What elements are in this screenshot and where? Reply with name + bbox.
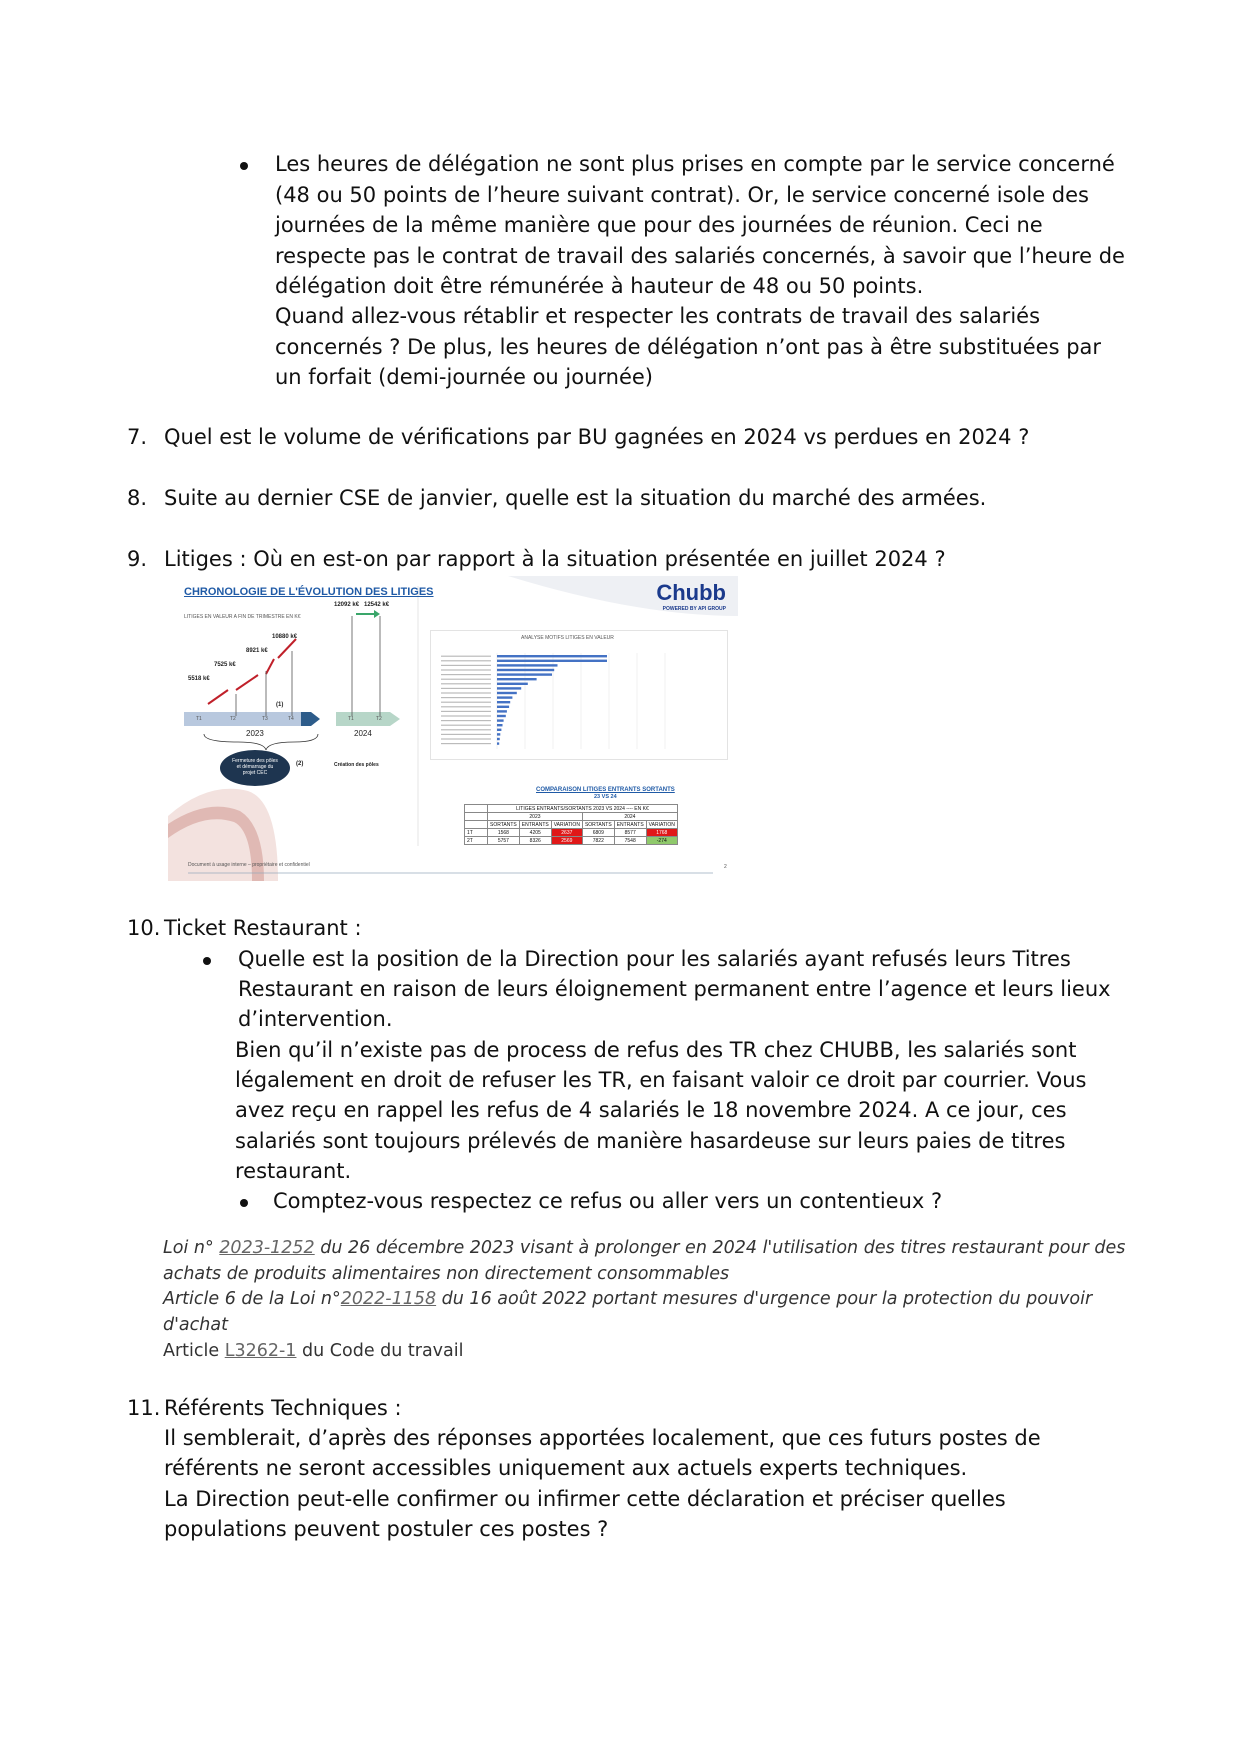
value-label: 5518 k€ <box>188 676 210 682</box>
table-cell: 6809 <box>582 829 614 837</box>
law-link[interactable]: L3262-1 <box>224 1341 297 1361</box>
table-cell: -274 <box>646 837 677 845</box>
table-row-label: 1T <box>465 829 488 837</box>
item-number-9: 9. <box>127 547 148 571</box>
law-text: du 16 août 2022 portant mesures d'urgence pour la protection du pouvoir <box>436 1289 1093 1309</box>
bullet-dot <box>240 162 248 170</box>
motif-label-placeholder <box>441 743 491 744</box>
quarter-label: T1 <box>348 716 354 722</box>
motif-label-placeholder <box>441 692 491 693</box>
quarter-label: T2 <box>230 716 236 722</box>
text-line: Bien qu’il n’existe pas de process de refus des TR chez CHUBB, les salariés sont <box>235 1038 1077 1062</box>
law-text: Article <box>163 1341 225 1361</box>
table-header: ENTRANTS <box>519 821 551 829</box>
law-reference-2b: d'achat <box>163 1315 228 1335</box>
law-text: Loi n° <box>163 1238 220 1258</box>
table-cell: 1768 <box>646 829 677 837</box>
slide-page-number: 2 <box>724 864 727 870</box>
table-title: COMPARAISON LITIGES ENTRANTS SORTANTS <box>536 787 675 793</box>
table-cell: 1568 <box>488 829 520 837</box>
text-line: avez reçu en rappel les refus de 4 salariés le 18 novembre 2024. A ce jour, ces <box>235 1098 1067 1122</box>
quarter-label: T4 <box>288 716 294 722</box>
law-text: du Code du travail <box>296 1341 464 1361</box>
chubb-logo: Chubb <box>656 580 726 605</box>
question-9: Litiges : Où en est-on par rapport à la situation présentée en juillet 2024 ? <box>164 547 946 571</box>
marker-label: (2) <box>296 761 304 767</box>
item-number-8: 8. <box>127 486 148 510</box>
value-label: 12092 k€ <box>334 602 360 608</box>
table-cell: 7822 <box>582 837 614 845</box>
motif-label-placeholder <box>441 674 491 675</box>
text-line: légalement en droit de refuser les TR, en faisant valoir ce droit par courrier. Vous <box>235 1068 1087 1092</box>
comparison-table <box>464 804 678 845</box>
item-number-7: 7. <box>127 425 148 449</box>
table-header: ENTRANTS <box>614 821 646 829</box>
text-line: salariés sont toujours prélevés de manière hasardeuse sur leurs paies de titres <box>235 1129 1066 1153</box>
motif-bar <box>497 669 554 671</box>
motif-label-placeholder <box>441 729 491 730</box>
motif-label-placeholder <box>441 706 491 707</box>
motif-bar <box>497 738 500 740</box>
slide-title: CHRONOLOGIE DE L'ÉVOLUTION DES LITIGES <box>184 586 434 598</box>
motif-bar <box>497 655 607 657</box>
table-header: SORTANTS <box>582 821 614 829</box>
text-line: journées de la même manière que pour des journées de réunion. Ceci ne <box>275 213 1043 237</box>
table-cell <box>465 805 488 813</box>
table-caption: LITIGES ENTRANTS/SORTANTS 2023 VS 2024 ---- EN K€ <box>488 805 678 813</box>
law-reference-1 <box>163 1235 1125 1261</box>
motif-bar <box>497 664 558 666</box>
text-line: Comptez-vous respectez ce refus ou aller vers un contentieux ? <box>273 1189 943 1213</box>
law-text: du 26 décembre 2023 visant à prolonger en 2024 l'utilisation des titres restaurant pour des <box>314 1238 1126 1258</box>
value-label: 7525 k€ <box>214 662 236 668</box>
motif-bar <box>497 692 517 694</box>
value-label: 12542 k€ <box>364 602 390 608</box>
motif-bar <box>497 715 506 717</box>
value-label: 8921 k€ <box>246 648 268 654</box>
table-cell: 7548 <box>614 837 646 845</box>
text-line: Quelle est la position de la Direction pour les salariés ayant refusés leurs Titres <box>238 947 1071 971</box>
question-11-title: Référents Techniques : <box>164 1396 402 1420</box>
table-cell: 2637 <box>551 829 582 837</box>
poles-label: Création des pôles <box>334 762 379 768</box>
table-year: 2024 <box>582 813 677 821</box>
text-line: un forfait (demi-journée ou journée) <box>275 365 653 389</box>
law-link[interactable]: 2023-1252 <box>219 1238 315 1258</box>
chart-title: ANALYSE MOTIFS LITIGES EN VALEUR <box>521 635 614 641</box>
motif-bar <box>497 706 509 708</box>
motif-bar <box>497 696 512 698</box>
motif-label-placeholder <box>441 697 491 698</box>
item-number-11: 11. <box>127 1396 161 1420</box>
motif-bar <box>497 733 500 735</box>
motif-label-placeholder <box>441 720 491 721</box>
law-link[interactable]: 2022-1158 <box>340 1289 437 1309</box>
table-cell: 5757 <box>488 837 520 845</box>
table-cell <box>465 813 488 821</box>
text-line: restaurant. <box>235 1159 352 1183</box>
text-line: populations peuvent postuler ces postes ? <box>164 1517 609 1541</box>
text-line: La Direction peut-elle confirmer ou infirmer cette déclaration et préciser quelles <box>164 1487 1006 1511</box>
motif-label-placeholder <box>441 725 491 726</box>
motif-bar <box>497 724 503 726</box>
slide-subtitle: LITIGES EN VALEUR A FIN DE TRIMESTRE EN K€ <box>184 614 301 620</box>
text-line: référents ne seront accessibles uniquement aux actuels experts techniques. <box>164 1456 968 1480</box>
bullet-dot <box>240 1199 248 1207</box>
motif-bar <box>497 673 552 675</box>
text-line: délégation doit être rémunérée à hauteur de 48 ou 50 points. <box>275 274 924 298</box>
table-row-label: 2T <box>465 837 488 845</box>
bullet-dot <box>203 957 211 965</box>
question-10-title: Ticket Restaurant : <box>164 916 362 940</box>
motif-label-placeholder <box>441 656 491 657</box>
motif-bar <box>497 660 607 662</box>
table-cell: 2569 <box>551 837 582 845</box>
motif-label-placeholder <box>441 738 491 739</box>
text-line: concernés ? De plus, les heures de délégation n’ont pas à être substituées par <box>275 335 1102 359</box>
text-line: Il semblerait, d’après des réponses apportées localement, que ces futurs postes de <box>164 1426 1041 1450</box>
motif-bar <box>497 701 510 703</box>
table-header: SORTANTS <box>488 821 520 829</box>
motif-label-placeholder <box>441 660 491 661</box>
text-line: Restaurant en raison de leurs éloignement permanent entre l’agence et leurs lieux <box>238 977 1111 1001</box>
motif-bar <box>497 678 537 680</box>
quarter-label: T1 <box>196 716 202 722</box>
law-text: Article 6 de la Loi n° <box>163 1289 341 1309</box>
motif-bar <box>497 710 507 712</box>
motifs-chart <box>430 630 728 760</box>
motif-bar <box>497 729 501 731</box>
slide-footer: Document à usage interne – propriétaire et confidentiel <box>188 862 310 868</box>
item-number-10: 10. <box>127 916 161 940</box>
law-reference-2 <box>163 1286 1092 1312</box>
litiges-slide-image <box>168 576 738 881</box>
marker-label: (1) <box>276 702 284 708</box>
chubb-logo-sub: POWERED BY API GROUP <box>662 606 726 612</box>
law-reference-3 <box>163 1338 464 1364</box>
question-8: Suite au dernier CSE de janvier, quelle est la situation du marché des armées. <box>164 486 987 510</box>
quarter-label: T2 <box>376 716 382 722</box>
year-2024: 2024 <box>354 729 372 738</box>
table-cell: 8577 <box>614 829 646 837</box>
motif-bar <box>497 742 499 744</box>
motif-label-placeholder <box>441 679 491 680</box>
question-7: Quel est le volume de vérifications par BU gagnées en 2024 vs perdues en 2024 ? <box>164 425 1030 449</box>
motif-label-placeholder <box>441 669 491 670</box>
motif-label-placeholder <box>441 688 491 689</box>
motif-bar <box>497 683 528 685</box>
bubble-text: Fermeture des pôles et démarrage du projet CEC <box>232 758 278 776</box>
table-cell: 8326 <box>519 837 551 845</box>
text-line: (48 ou 50 points de l’heure suivant contrat). Or, le service concerné isole des <box>275 183 1089 207</box>
text-line: Les heures de délégation ne sont plus prises en compte par le service concerné <box>275 152 1115 176</box>
table-header: VARIATION <box>646 821 677 829</box>
motif-label-placeholder <box>441 702 491 703</box>
motif-bar <box>497 719 504 721</box>
table-header: VARIATION <box>551 821 582 829</box>
law-reference-1b: achats de produits alimentaires non directement consommables <box>163 1264 730 1284</box>
text-line: respecte pas le contrat de travail des salariés concernés, à savoir que l’heure de <box>275 244 1125 268</box>
motif-label-placeholder <box>441 711 491 712</box>
text-line: Quand allez-vous rétablir et respecter les contrats de travail des salariés <box>275 304 1041 328</box>
table-year: 2023 <box>488 813 583 821</box>
year-2023: 2023 <box>246 729 264 738</box>
value-label: 10880 k€ <box>272 634 298 640</box>
motif-label-placeholder <box>441 715 491 716</box>
motif-label-placeholder <box>441 734 491 735</box>
text-line: d’intervention. <box>238 1007 393 1031</box>
table-cell: 4205 <box>519 829 551 837</box>
motif-bar <box>497 687 521 689</box>
quarter-label: T3 <box>262 716 268 722</box>
motif-label-placeholder <box>441 683 491 684</box>
motif-label-placeholder <box>441 665 491 666</box>
table-subtitle: 23 VS 24 <box>594 794 617 800</box>
table-cell <box>465 821 488 829</box>
